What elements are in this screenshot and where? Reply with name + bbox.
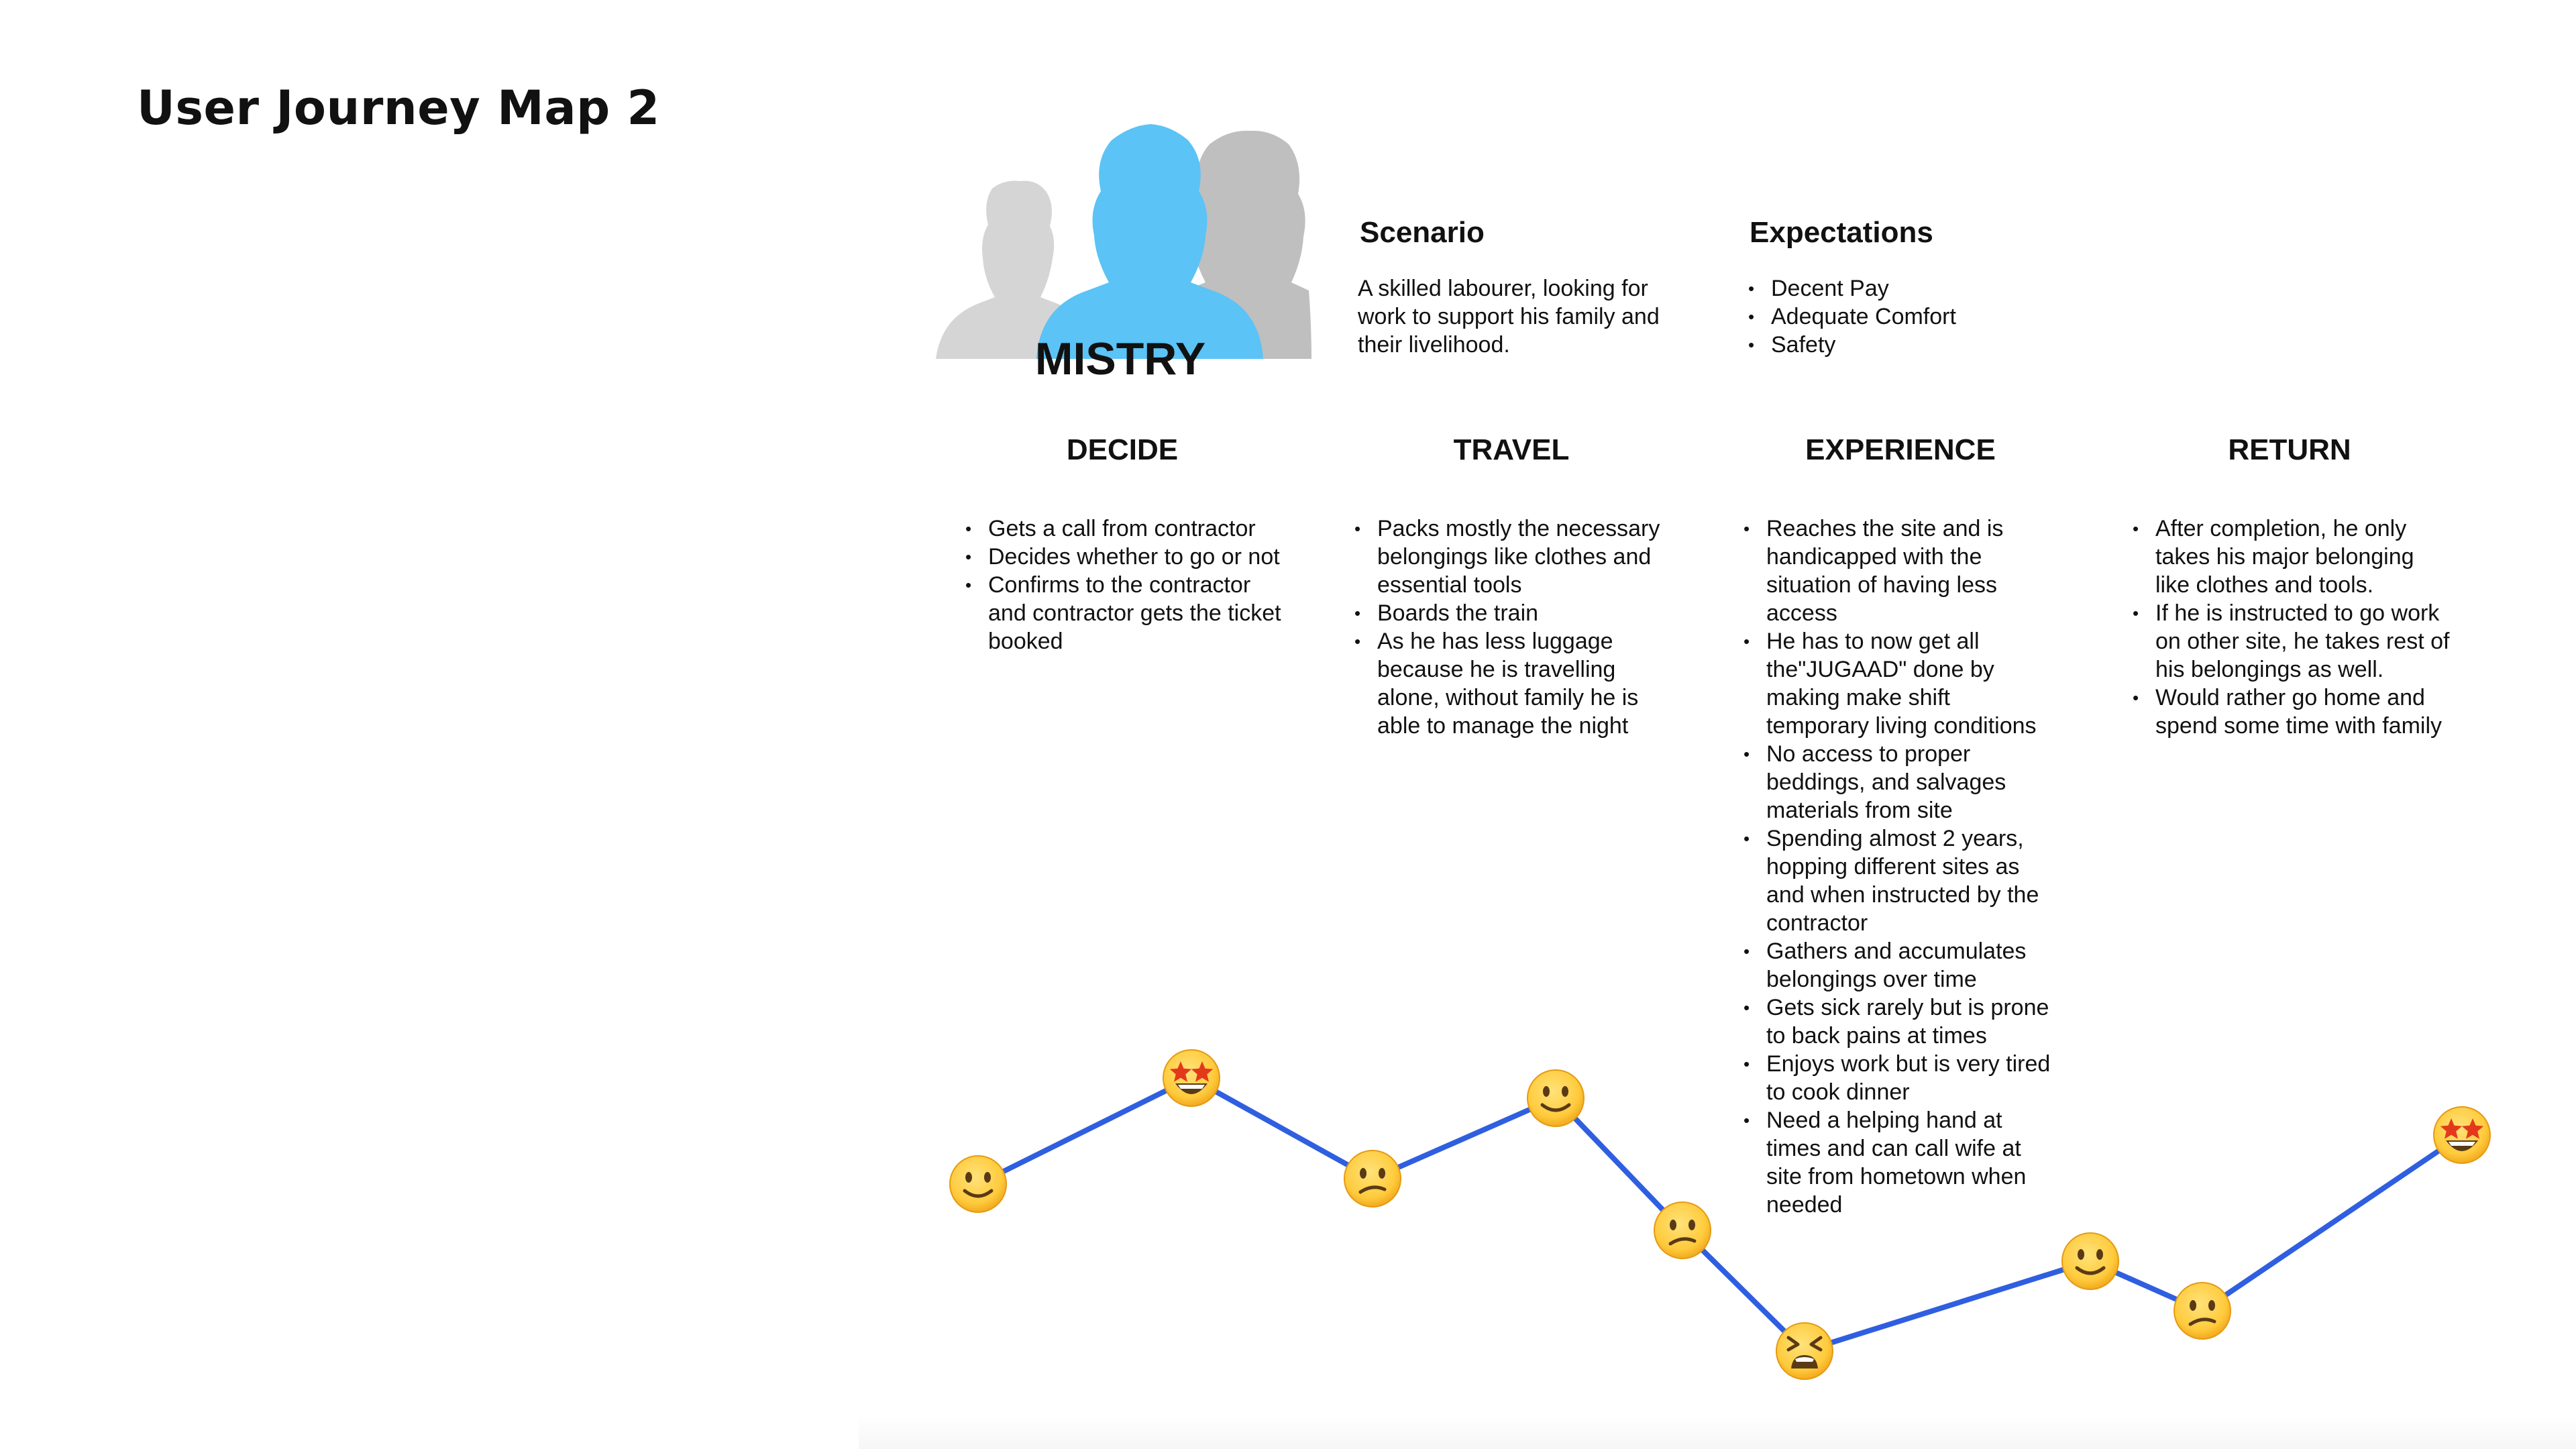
expectation-item: • Safety <box>1748 331 2084 359</box>
stage-item: • Confirms to the contractor and contractor gets the ticket booked <box>965 571 1294 655</box>
confused-face-icon <box>1344 1150 1401 1207</box>
stage-heading-travel: TRAVEL <box>1453 433 1570 466</box>
star-struck-face-icon <box>1163 1050 1220 1106</box>
stage-list-experience <box>1743 515 2052 1219</box>
stage-item: • No access to proper beddings, and salvages materials from site <box>1743 740 2052 824</box>
stage-item: • If he is instructed to go work on other site, he takes rest of his belongings as well. <box>2133 599 2455 684</box>
stage-heading-experience: EXPERIENCE <box>1805 433 1996 466</box>
slightly-smiling-face-icon <box>2062 1233 2118 1289</box>
stage-item: • Gets a call from contractor <box>965 515 1294 543</box>
stage-item: • He has to now get all the"JUGAAD" done by making make shift temporary living conditions <box>1743 627 2052 740</box>
stage-item: • Reaches the site and is handicapped with the situation of having less access <box>1743 515 2052 627</box>
scenario-heading: Scenario <box>1360 216 1485 249</box>
stage-item: • Gets sick rarely but is prone to back pains at times <box>1743 994 2052 1050</box>
persona-name: MISTRY <box>1034 333 1206 384</box>
stage-item: • Enjoys work but is very tired to cook dinner <box>1743 1050 2052 1106</box>
confused-face-icon <box>1654 1202 1711 1258</box>
expectation-item: • Decent Pay <box>1748 274 2084 303</box>
stage-item: • After completion, he only takes his major belonging like clothes and tools. <box>2133 515 2455 599</box>
stage-item: • Spending almost 2 years, hopping different sites as and when instructed by the contractor <box>1743 824 2052 937</box>
expectation-item: • Adequate Comfort <box>1748 303 2084 331</box>
stage-item: • Would rather go home and spend some time with family <box>2133 684 2455 740</box>
scenario-text: A skilled labourer, looking for work to support his family and their livelihood. <box>1358 276 1660 358</box>
stage-item: • Gathers and accumulates belongings over time <box>1743 937 2052 994</box>
weary-face-icon <box>1776 1323 1833 1379</box>
stage-item: • Decides whether to go or not <box>965 543 1294 571</box>
emotion-curve-line <box>978 1078 2462 1351</box>
stage-list-decide <box>965 515 1294 655</box>
confused-face-icon <box>2174 1283 2231 1339</box>
star-struck-face-icon <box>2434 1107 2490 1163</box>
expectations-list <box>1748 274 2084 359</box>
page-title: User Journey Map 2 <box>137 80 660 136</box>
stage-item: • Packs mostly the necessary belongings like clothes and essential tools <box>1354 515 1683 599</box>
persona-avatar-icon <box>936 124 1311 359</box>
slightly-smiling-face-icon <box>950 1156 1006 1212</box>
stage-heading-return: RETURN <box>2228 433 2351 466</box>
stage-list-return <box>2133 515 2455 740</box>
slightly-smiling-face-icon <box>1527 1070 1584 1126</box>
bottom-strip <box>859 1415 2576 1449</box>
stage-item: • Need a helping hand at times and can call wife at site from hometown when needed <box>1743 1106 2052 1219</box>
stage-heading-decide: DECIDE <box>1066 433 1179 466</box>
stage-item: • Boards the train <box>1354 599 1683 627</box>
stage-list-travel <box>1354 515 1683 740</box>
stage-item: • As he has less luggage because he is travelling alone, without family he is able to manage the night <box>1354 627 1683 740</box>
expectations-heading: Expectations <box>1750 216 1933 249</box>
